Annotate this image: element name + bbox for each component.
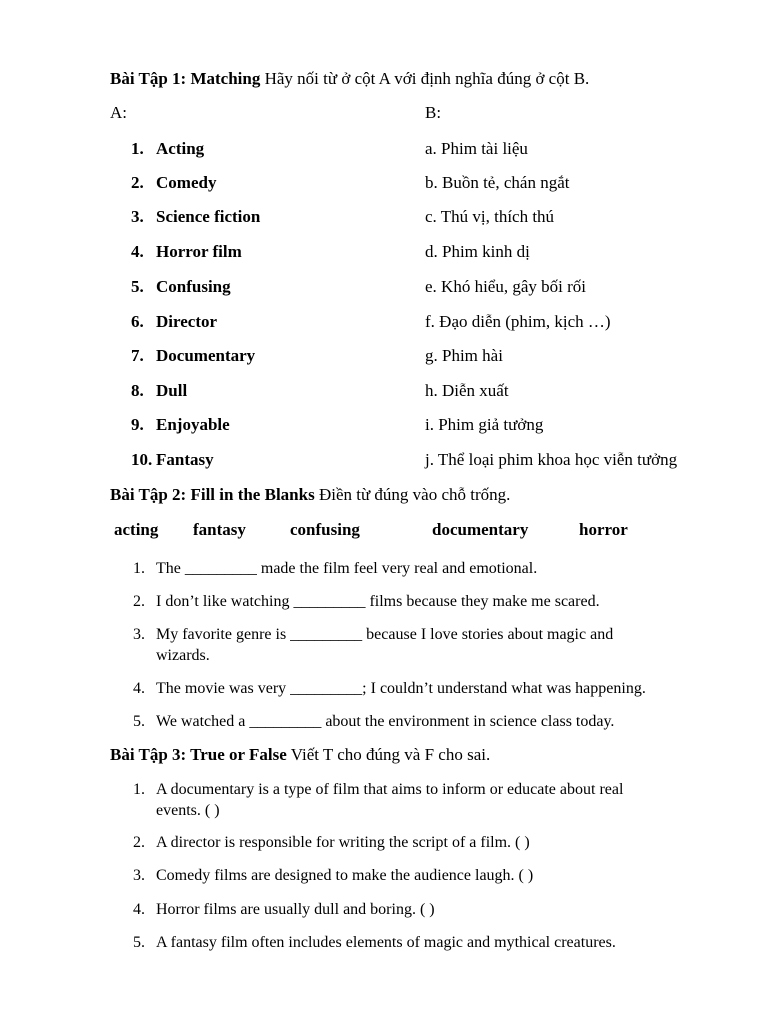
item-number: 2. xyxy=(133,834,145,851)
ex2-title-rest: Điền từ đúng vào chỗ trống. xyxy=(314,485,511,504)
item-text: A documentary is a type of film that aims to inform or educate about real events. ( ) xyxy=(156,781,624,819)
matching-definition: h. Diễn xuất xyxy=(425,381,509,400)
ex3-heading xyxy=(110,745,490,765)
item-number: 3. xyxy=(133,626,145,643)
item-number: 3. xyxy=(133,867,145,884)
word-bank-item: fantasy xyxy=(193,520,246,539)
matching-row xyxy=(0,312,768,336)
item-text: A fantasy film often includes elements of magic and mythical creatures. xyxy=(156,934,616,951)
item-number: 1. xyxy=(133,560,145,577)
matching-term: Science fiction xyxy=(156,207,261,226)
ex1-title-bold: Bài Tập 1: Matching xyxy=(110,69,261,88)
column-a-header: A: xyxy=(110,103,127,122)
word-bank-item: acting xyxy=(114,520,159,539)
matching-definition: i. Phim giả tưởng xyxy=(425,415,544,434)
item-text: Horror films are usually dull and boring. ( ) xyxy=(156,901,435,918)
matching-row xyxy=(0,242,768,266)
matching-term: Director xyxy=(156,312,218,331)
ex1-title-rest: Hãy nối từ ở cột A với định nghĩa đúng ở cột B. xyxy=(260,69,590,88)
matching-number: 5. xyxy=(131,277,144,296)
item-text: My favorite genre is _________ because I love stories about magic and wizards. xyxy=(156,626,614,664)
matching-term: Acting xyxy=(156,139,205,158)
item-text: Comedy films are designed to make the audience laugh. ( ) xyxy=(156,867,534,884)
matching-definition: e. Khó hiểu, gây bối rối xyxy=(425,277,586,296)
item-text: A director is responsible for writing the script of a film. ( ) xyxy=(156,834,530,851)
ex2-title-bold: Bài Tập 2: Fill in the Blanks xyxy=(110,485,315,504)
item-number: 5. xyxy=(133,713,145,730)
matching-term: Confusing xyxy=(156,277,231,296)
matching-row xyxy=(0,381,768,405)
item-text: The movie was very _________; I couldn’t understand what was happening. xyxy=(156,680,646,697)
matching-term: Enjoyable xyxy=(156,415,230,434)
matching-row xyxy=(0,277,768,301)
ex3-title-rest: Viết T cho đúng và F cho sai. xyxy=(286,745,491,764)
matching-definition: c. Thú vị, thích thú xyxy=(425,207,555,226)
matching-term: Dull xyxy=(156,381,188,400)
matching-definition: b. Buồn tẻ, chán ngắt xyxy=(425,173,570,192)
matching-number: 8. xyxy=(131,381,144,400)
matching-row xyxy=(0,207,768,231)
item-text: The _________ made the film feel very real and emotional. xyxy=(156,560,538,577)
word-bank-item: documentary xyxy=(432,520,529,539)
matching-row xyxy=(0,346,768,370)
word-bank-item: horror xyxy=(579,520,628,539)
matching-row xyxy=(0,450,768,474)
matching-definition: g. Phim hài xyxy=(425,346,503,365)
item-text: I don’t like watching _________ films because they make me scared. xyxy=(156,593,600,610)
ex3-title-bold: Bài Tập 3: True or False xyxy=(110,745,287,764)
matching-definition: j. Thể loại phim khoa học viễn tưởng xyxy=(425,450,678,469)
matching-number: 10. xyxy=(131,450,153,469)
matching-row xyxy=(0,173,768,197)
item-number: 5. xyxy=(133,934,145,951)
matching-row xyxy=(0,139,768,163)
matching-definition: a. Phim tài liệu xyxy=(425,139,528,158)
matching-number: 7. xyxy=(131,346,144,365)
column-b-header: B: xyxy=(425,103,442,122)
word-bank-item: confusing xyxy=(290,520,360,539)
matching-term: Fantasy xyxy=(156,450,214,469)
matching-number: 3. xyxy=(131,207,144,226)
item-number: 1. xyxy=(133,781,145,798)
item-text: We watched a _________ about the environment in science class today. xyxy=(156,713,615,730)
matching-definition: f. Đạo diễn (phim, kịch …) xyxy=(425,312,611,331)
matching-number: 6. xyxy=(131,312,144,331)
matching-number: 1. xyxy=(131,139,144,158)
matching-term: Horror film xyxy=(156,242,242,261)
matching-term: Comedy xyxy=(156,173,217,192)
matching-number: 4. xyxy=(131,242,144,261)
matching-number: 2. xyxy=(131,173,144,192)
item-number: 4. xyxy=(133,901,145,918)
item-number: 4. xyxy=(133,680,145,697)
ex2-heading xyxy=(110,485,510,505)
item-number: 2. xyxy=(133,593,145,610)
matching-term: Documentary xyxy=(156,346,256,365)
matching-definition: d. Phim kinh dị xyxy=(425,242,530,261)
ex1-heading xyxy=(110,69,589,89)
matching-row xyxy=(0,415,768,439)
matching-number: 9. xyxy=(131,415,144,434)
